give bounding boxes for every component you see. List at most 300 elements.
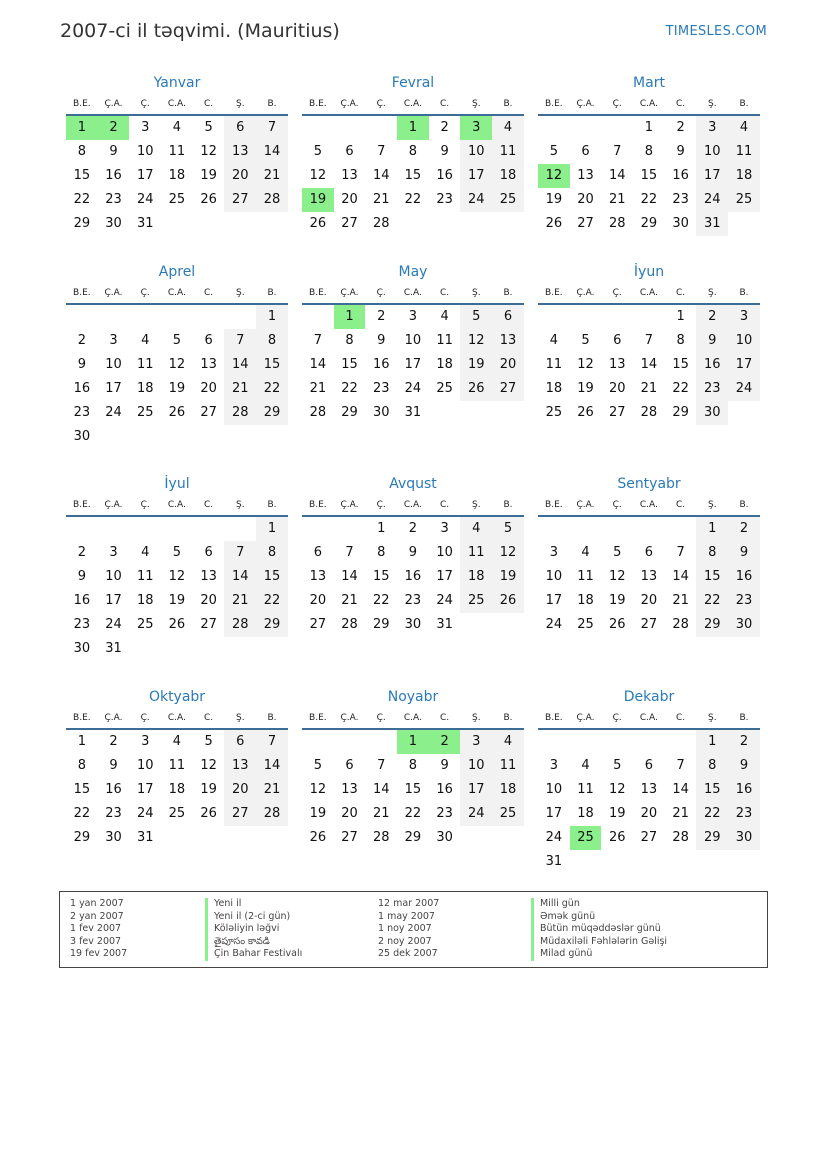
- day-cell[interactable]: 19: [200, 168, 217, 183]
- day-cell[interactable]: 26: [577, 405, 594, 420]
- day-cell[interactable]: 12: [309, 168, 327, 183]
- day-cell[interactable]: 9: [77, 569, 86, 584]
- day-cell[interactable]: 24: [105, 617, 122, 632]
- day-cell[interactable]: 27: [200, 405, 217, 420]
- day-cell[interactable]: 22: [73, 192, 91, 207]
- day-cell[interactable]: 13: [200, 357, 217, 372]
- day-cell[interactable]: 26: [492, 589, 524, 613]
- day-cell[interactable]: 6: [644, 545, 654, 560]
- day-cell[interactable]: 25: [436, 381, 453, 396]
- day-cell[interactable]: 23: [436, 192, 453, 207]
- day-cell[interactable]: 26: [200, 806, 217, 821]
- day-cell[interactable]: 30: [73, 429, 91, 444]
- day-cell[interactable]: 18: [577, 593, 594, 608]
- day-cell[interactable]: 9: [696, 329, 728, 353]
- day-cell[interactable]: 9: [440, 144, 449, 159]
- day-cell[interactable]: 10: [460, 140, 492, 164]
- day-cell[interactable]: 21: [372, 806, 390, 821]
- day-cell[interactable]: 2: [728, 517, 760, 541]
- day-cell[interactable]: 12: [309, 782, 327, 797]
- day-cell[interactable]: 17: [404, 357, 422, 372]
- day-cell[interactable]: 21: [341, 593, 358, 608]
- day-cell[interactable]: 2: [77, 545, 86, 560]
- day-cell[interactable]: 23: [672, 192, 689, 207]
- day-cell[interactable]: 31: [105, 641, 122, 656]
- day-cell[interactable]: 11: [168, 144, 186, 159]
- day-cell[interactable]: 29: [256, 613, 288, 637]
- day-cell[interactable]: 19: [168, 593, 186, 608]
- day-cell[interactable]: 4: [141, 333, 150, 348]
- day-cell[interactable]: 21: [224, 377, 256, 401]
- day-cell[interactable]: 17: [136, 782, 154, 797]
- day-cell[interactable]: 30: [73, 641, 91, 656]
- day-cell[interactable]: 24: [404, 381, 422, 396]
- day-cell[interactable]: 15: [672, 357, 689, 372]
- day-cell[interactable]: 27: [224, 802, 256, 826]
- day-cell[interactable]: 14: [256, 140, 288, 164]
- day-cell[interactable]: 1: [676, 309, 685, 324]
- day-cell[interactable]: 24: [545, 830, 563, 845]
- day-cell[interactable]: 1: [77, 734, 86, 749]
- day-cell[interactable]: 7: [377, 758, 386, 773]
- day-cell[interactable]: 30: [672, 216, 689, 231]
- day-cell[interactable]: 17: [460, 778, 492, 802]
- day-cell[interactable]: 17: [105, 381, 122, 396]
- day-cell[interactable]: 26: [200, 192, 217, 207]
- day-cell[interactable]: 22: [341, 381, 358, 396]
- day-cell[interactable]: 8: [408, 758, 418, 773]
- day-cell[interactable]: 1: [256, 517, 288, 541]
- day-cell[interactable]: 23: [372, 381, 390, 396]
- day-cell[interactable]: 24: [460, 188, 492, 212]
- day-cell[interactable]: 27: [608, 405, 626, 420]
- day-cell[interactable]: 14: [672, 782, 689, 797]
- day-cell[interactable]: 9: [109, 144, 118, 159]
- day-cell[interactable]: 15: [341, 357, 358, 372]
- day-cell[interactable]: 8: [77, 144, 86, 159]
- day-cell[interactable]: 24: [696, 188, 728, 212]
- day-cell[interactable]: 19: [545, 192, 563, 207]
- day-cell[interactable]: 16: [728, 778, 760, 802]
- day-cell[interactable]: 16: [404, 569, 422, 584]
- day-cell[interactable]: 3: [696, 116, 728, 140]
- day-cell[interactable]: 19: [577, 381, 594, 396]
- day-cell[interactable]: 3: [109, 333, 118, 348]
- day-cell[interactable]: 20: [200, 593, 217, 608]
- day-cell[interactable]: 16: [73, 381, 91, 396]
- day-cell[interactable]: 18: [168, 168, 186, 183]
- day-cell[interactable]: 30: [728, 613, 760, 637]
- day-cell[interactable]: 16: [73, 593, 91, 608]
- day-cell[interactable]: 27: [341, 216, 358, 231]
- holiday-day-cell[interactable]: 19: [302, 188, 334, 212]
- day-cell[interactable]: 9: [676, 144, 685, 159]
- day-cell[interactable]: 7: [256, 116, 288, 140]
- day-cell[interactable]: 4: [492, 116, 524, 140]
- day-cell[interactable]: 18: [545, 381, 563, 396]
- day-cell[interactable]: 23: [105, 192, 122, 207]
- day-cell[interactable]: 29: [640, 216, 658, 231]
- day-cell[interactable]: 22: [404, 192, 422, 207]
- day-cell[interactable]: 28: [309, 405, 327, 420]
- day-cell[interactable]: 18: [436, 357, 453, 372]
- day-cell[interactable]: 11: [460, 541, 492, 565]
- day-cell[interactable]: 31: [545, 854, 563, 869]
- day-cell[interactable]: 27: [341, 830, 358, 845]
- day-cell[interactable]: 8: [256, 541, 288, 565]
- day-cell[interactable]: 21: [309, 381, 327, 396]
- day-cell[interactable]: 10: [728, 329, 760, 353]
- day-cell[interactable]: 13: [640, 782, 658, 797]
- day-cell[interactable]: 14: [224, 565, 256, 589]
- day-cell[interactable]: 10: [136, 758, 154, 773]
- day-cell[interactable]: 1: [377, 521, 386, 536]
- day-cell[interactable]: 18: [168, 782, 186, 797]
- day-cell[interactable]: 7: [377, 144, 386, 159]
- day-cell[interactable]: 20: [224, 164, 256, 188]
- day-cell[interactable]: 8: [696, 541, 728, 565]
- day-cell[interactable]: 2: [728, 730, 760, 754]
- day-cell[interactable]: 26: [545, 216, 563, 231]
- day-cell[interactable]: 12: [577, 357, 594, 372]
- day-cell[interactable]: 29: [696, 613, 728, 637]
- day-cell[interactable]: 5: [172, 545, 182, 560]
- day-cell[interactable]: 27: [200, 617, 217, 632]
- day-cell[interactable]: 23: [73, 617, 91, 632]
- day-cell[interactable]: 31: [696, 212, 728, 236]
- brand-link[interactable]: TIMESLES.COM: [665, 24, 767, 39]
- day-cell[interactable]: 26: [309, 830, 327, 845]
- day-cell[interactable]: 22: [404, 806, 422, 821]
- day-cell[interactable]: 22: [640, 192, 658, 207]
- day-cell[interactable]: 19: [200, 782, 217, 797]
- holiday-day-cell[interactable]: 1: [334, 305, 366, 329]
- day-cell[interactable]: 5: [613, 545, 622, 560]
- day-cell[interactable]: 20: [224, 778, 256, 802]
- day-cell[interactable]: 19: [309, 806, 327, 821]
- day-cell[interactable]: 13: [341, 782, 358, 797]
- day-cell[interactable]: 20: [640, 806, 658, 821]
- day-cell[interactable]: 28: [672, 830, 689, 845]
- day-cell[interactable]: 7: [224, 541, 256, 565]
- day-cell[interactable]: 25: [492, 188, 524, 212]
- day-cell[interactable]: 25: [545, 405, 563, 420]
- day-cell[interactable]: 29: [256, 401, 288, 425]
- holiday-day-cell[interactable]: 1: [66, 116, 98, 140]
- day-cell[interactable]: 23: [728, 589, 760, 613]
- day-cell[interactable]: 5: [460, 305, 492, 329]
- day-cell[interactable]: 2: [696, 305, 728, 329]
- holiday-day-cell[interactable]: 1: [397, 116, 429, 140]
- day-cell[interactable]: 7: [676, 545, 685, 560]
- day-cell[interactable]: 15: [640, 168, 658, 183]
- day-cell[interactable]: 28: [372, 830, 390, 845]
- day-cell[interactable]: 16: [105, 782, 122, 797]
- day-cell[interactable]: 5: [313, 144, 322, 159]
- day-cell[interactable]: 10: [460, 754, 492, 778]
- day-cell[interactable]: 24: [136, 192, 154, 207]
- day-cell[interactable]: 4: [492, 730, 524, 754]
- day-cell[interactable]: 7: [224, 329, 256, 353]
- day-cell[interactable]: 29: [341, 405, 358, 420]
- day-cell[interactable]: 14: [224, 353, 256, 377]
- day-cell[interactable]: 25: [168, 806, 186, 821]
- day-cell[interactable]: 30: [728, 826, 760, 850]
- day-cell[interactable]: 12: [168, 357, 186, 372]
- day-cell[interactable]: 28: [224, 401, 256, 425]
- day-cell[interactable]: 9: [377, 333, 386, 348]
- day-cell[interactable]: 5: [204, 734, 213, 749]
- day-cell[interactable]: 22: [372, 593, 390, 608]
- day-cell[interactable]: 12: [200, 144, 217, 159]
- day-cell[interactable]: 26: [168, 405, 186, 420]
- day-cell[interactable]: 21: [224, 589, 256, 613]
- day-cell[interactable]: 15: [696, 778, 728, 802]
- day-cell[interactable]: 27: [577, 216, 594, 231]
- day-cell[interactable]: 14: [372, 782, 390, 797]
- day-cell[interactable]: 3: [460, 730, 492, 754]
- day-cell[interactable]: 23: [728, 802, 760, 826]
- day-cell[interactable]: 25: [577, 617, 594, 632]
- day-cell[interactable]: 14: [309, 357, 327, 372]
- day-cell[interactable]: 21: [608, 192, 626, 207]
- day-cell[interactable]: 28: [640, 405, 658, 420]
- day-cell[interactable]: 24: [545, 617, 563, 632]
- day-cell[interactable]: 12: [492, 541, 524, 565]
- day-cell[interactable]: 30: [404, 617, 422, 632]
- day-cell[interactable]: 20: [577, 192, 594, 207]
- day-cell[interactable]: 9: [109, 758, 118, 773]
- day-cell[interactable]: 16: [728, 565, 760, 589]
- day-cell[interactable]: 11: [492, 140, 524, 164]
- day-cell[interactable]: 24: [728, 377, 760, 401]
- day-cell[interactable]: 2: [408, 521, 418, 536]
- day-cell[interactable]: 26: [460, 377, 492, 401]
- day-cell[interactable]: 26: [608, 830, 626, 845]
- day-cell[interactable]: 6: [224, 116, 256, 140]
- day-cell[interactable]: 18: [136, 381, 154, 396]
- day-cell[interactable]: 5: [581, 333, 590, 348]
- day-cell[interactable]: 13: [224, 140, 256, 164]
- holiday-day-cell[interactable]: 2: [429, 730, 461, 754]
- day-cell[interactable]: 24: [460, 802, 492, 826]
- day-cell[interactable]: 17: [460, 164, 492, 188]
- day-cell[interactable]: 9: [728, 541, 760, 565]
- day-cell[interactable]: 9: [440, 758, 449, 773]
- day-cell[interactable]: 11: [136, 357, 154, 372]
- day-cell[interactable]: 20: [640, 593, 658, 608]
- day-cell[interactable]: 26: [309, 216, 327, 231]
- day-cell[interactable]: 13: [341, 168, 358, 183]
- day-cell[interactable]: 8: [256, 329, 288, 353]
- day-cell[interactable]: 29: [672, 405, 689, 420]
- day-cell[interactable]: 17: [696, 164, 728, 188]
- day-cell[interactable]: 12: [608, 569, 626, 584]
- day-cell[interactable]: 29: [404, 830, 422, 845]
- day-cell[interactable]: 14: [672, 569, 689, 584]
- day-cell[interactable]: 17: [545, 593, 563, 608]
- day-cell[interactable]: 25: [136, 405, 154, 420]
- day-cell[interactable]: 7: [256, 730, 288, 754]
- day-cell[interactable]: 1: [696, 517, 728, 541]
- day-cell[interactable]: 13: [200, 569, 217, 584]
- day-cell[interactable]: 13: [640, 569, 658, 584]
- day-cell[interactable]: 22: [696, 589, 728, 613]
- day-cell[interactable]: 18: [136, 593, 154, 608]
- day-cell[interactable]: 27: [640, 830, 658, 845]
- day-cell[interactable]: 29: [372, 617, 390, 632]
- day-cell[interactable]: 23: [436, 806, 453, 821]
- holiday-day-cell[interactable]: 1: [397, 730, 429, 754]
- day-cell[interactable]: 13: [577, 168, 594, 183]
- day-cell[interactable]: 6: [613, 333, 622, 348]
- day-cell[interactable]: 10: [436, 545, 453, 560]
- day-cell[interactable]: 18: [492, 778, 524, 802]
- day-cell[interactable]: 12: [200, 758, 217, 773]
- day-cell[interactable]: 8: [408, 144, 418, 159]
- day-cell[interactable]: 10: [105, 569, 122, 584]
- day-cell[interactable]: 31: [404, 405, 422, 420]
- day-cell[interactable]: 23: [105, 806, 122, 821]
- day-cell[interactable]: 3: [141, 734, 150, 749]
- day-cell[interactable]: 1: [256, 305, 288, 329]
- day-cell[interactable]: 6: [492, 305, 524, 329]
- day-cell[interactable]: 14: [608, 168, 626, 183]
- day-cell[interactable]: 9: [408, 545, 418, 560]
- day-cell[interactable]: 11: [136, 569, 154, 584]
- day-cell[interactable]: 3: [440, 521, 449, 536]
- day-cell[interactable]: 21: [256, 778, 288, 802]
- day-cell[interactable]: 3: [549, 758, 558, 773]
- day-cell[interactable]: 21: [372, 192, 390, 207]
- day-cell[interactable]: 28: [256, 188, 288, 212]
- day-cell[interactable]: 10: [696, 140, 728, 164]
- day-cell[interactable]: 16: [436, 168, 453, 183]
- day-cell[interactable]: 25: [492, 802, 524, 826]
- day-cell[interactable]: 10: [545, 569, 563, 584]
- day-cell[interactable]: 14: [640, 357, 658, 372]
- day-cell[interactable]: 4: [581, 545, 590, 560]
- day-cell[interactable]: 11: [168, 758, 186, 773]
- day-cell[interactable]: 11: [545, 357, 563, 372]
- day-cell[interactable]: 2: [109, 734, 118, 749]
- day-cell[interactable]: 5: [492, 517, 524, 541]
- day-cell[interactable]: 8: [77, 758, 86, 773]
- day-cell[interactable]: 17: [545, 806, 563, 821]
- day-cell[interactable]: 15: [372, 569, 390, 584]
- day-cell[interactable]: 15: [73, 168, 91, 183]
- day-cell[interactable]: 2: [77, 333, 86, 348]
- holiday-day-cell[interactable]: 25: [570, 826, 602, 850]
- day-cell[interactable]: 17: [105, 593, 122, 608]
- day-cell[interactable]: 6: [345, 144, 354, 159]
- day-cell[interactable]: 22: [672, 381, 689, 396]
- day-cell[interactable]: 6: [581, 144, 590, 159]
- day-cell[interactable]: 6: [313, 545, 322, 560]
- day-cell[interactable]: 20: [608, 381, 626, 396]
- day-cell[interactable]: 5: [204, 120, 213, 135]
- day-cell[interactable]: 18: [728, 164, 760, 188]
- day-cell[interactable]: 25: [728, 188, 760, 212]
- day-cell[interactable]: 13: [492, 329, 524, 353]
- day-cell[interactable]: 27: [224, 188, 256, 212]
- day-cell[interactable]: 2: [676, 120, 685, 135]
- day-cell[interactable]: 28: [608, 216, 626, 231]
- day-cell[interactable]: 4: [440, 309, 449, 324]
- day-cell[interactable]: 31: [136, 216, 154, 231]
- day-cell[interactable]: 7: [676, 758, 685, 773]
- day-cell[interactable]: 4: [728, 116, 760, 140]
- day-cell[interactable]: 31: [136, 830, 154, 845]
- day-cell[interactable]: 15: [73, 782, 91, 797]
- day-cell[interactable]: 10: [404, 333, 422, 348]
- day-cell[interactable]: 22: [73, 806, 91, 821]
- day-cell[interactable]: 14: [372, 168, 390, 183]
- day-cell[interactable]: 31: [436, 617, 453, 632]
- day-cell[interactable]: 16: [105, 168, 122, 183]
- day-cell[interactable]: 5: [313, 758, 322, 773]
- day-cell[interactable]: 6: [224, 730, 256, 754]
- day-cell[interactable]: 3: [408, 309, 418, 324]
- day-cell[interactable]: 20: [200, 381, 217, 396]
- day-cell[interactable]: 28: [672, 617, 689, 632]
- day-cell[interactable]: 3: [549, 545, 558, 560]
- day-cell[interactable]: 12: [460, 329, 492, 353]
- day-cell[interactable]: 19: [608, 593, 626, 608]
- day-cell[interactable]: 1: [644, 120, 654, 135]
- day-cell[interactable]: 27: [640, 617, 658, 632]
- day-cell[interactable]: 8: [696, 754, 728, 778]
- day-cell[interactable]: 28: [256, 802, 288, 826]
- day-cell[interactable]: 10: [545, 782, 563, 797]
- day-cell[interactable]: 6: [204, 333, 213, 348]
- day-cell[interactable]: 9: [77, 357, 86, 372]
- day-cell[interactable]: 16: [372, 357, 390, 372]
- day-cell[interactable]: 9: [728, 754, 760, 778]
- holiday-day-cell[interactable]: 2: [98, 116, 130, 140]
- day-cell[interactable]: 6: [644, 758, 654, 773]
- day-cell[interactable]: 30: [436, 830, 453, 845]
- day-cell[interactable]: 16: [436, 782, 453, 797]
- day-cell[interactable]: 10: [105, 357, 122, 372]
- day-cell[interactable]: 23: [73, 405, 91, 420]
- day-cell[interactable]: 5: [549, 144, 558, 159]
- day-cell[interactable]: 20: [341, 192, 358, 207]
- day-cell[interactable]: 19: [168, 381, 186, 396]
- day-cell[interactable]: 28: [372, 216, 390, 231]
- day-cell[interactable]: 19: [460, 353, 492, 377]
- day-cell[interactable]: 3: [728, 305, 760, 329]
- day-cell[interactable]: 25: [460, 589, 492, 613]
- day-cell[interactable]: 25: [168, 192, 186, 207]
- day-cell[interactable]: 19: [492, 565, 524, 589]
- day-cell[interactable]: 4: [549, 333, 558, 348]
- day-cell[interactable]: 3: [141, 120, 150, 135]
- day-cell[interactable]: 15: [256, 565, 288, 589]
- day-cell[interactable]: 23: [404, 593, 422, 608]
- day-cell[interactable]: 27: [492, 377, 524, 401]
- day-cell[interactable]: 4: [172, 120, 182, 135]
- day-cell[interactable]: 22: [256, 589, 288, 613]
- day-cell[interactable]: 30: [372, 405, 390, 420]
- day-cell[interactable]: 26: [168, 617, 186, 632]
- day-cell[interactable]: 4: [172, 734, 182, 749]
- day-cell[interactable]: 17: [728, 353, 760, 377]
- day-cell[interactable]: 11: [436, 333, 453, 348]
- day-cell[interactable]: 7: [613, 144, 622, 159]
- day-cell[interactable]: 24: [105, 405, 122, 420]
- day-cell[interactable]: 21: [672, 593, 689, 608]
